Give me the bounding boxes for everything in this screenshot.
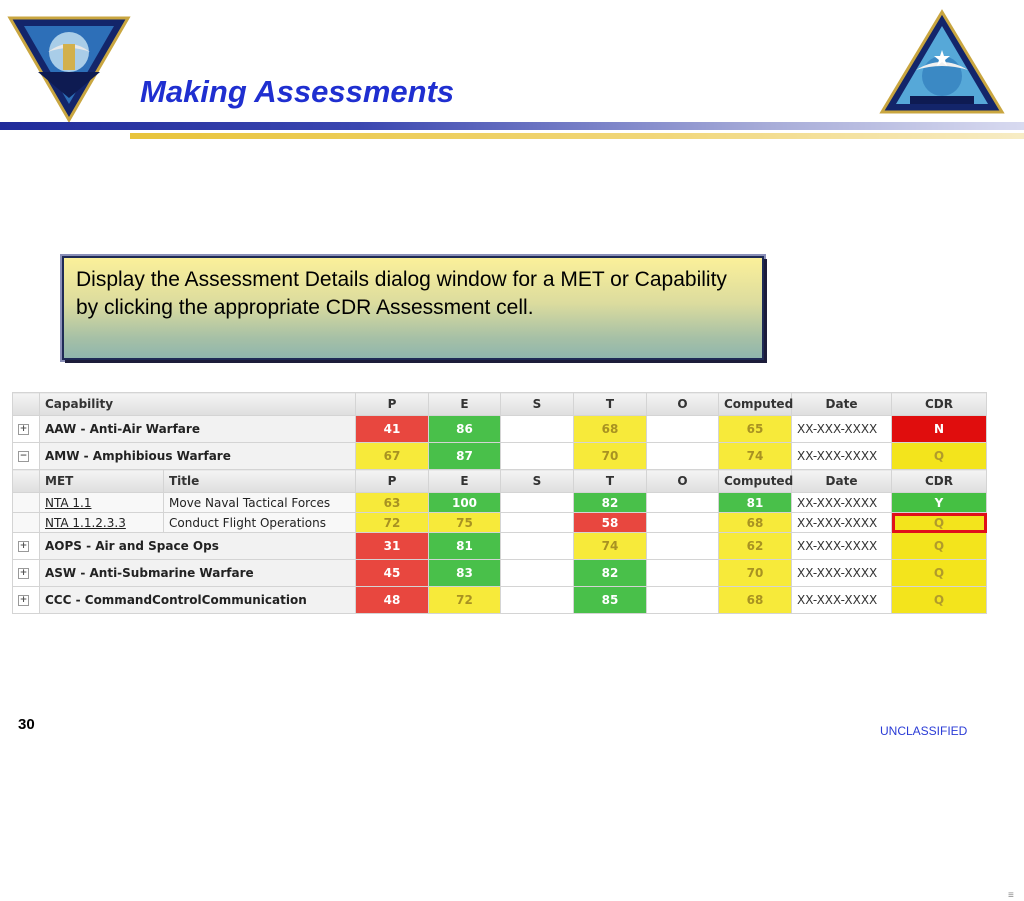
met-t-cell: 82 xyxy=(574,493,647,513)
slide-title: Making Assessments xyxy=(140,74,455,109)
met-p-cell: 63 xyxy=(356,493,429,513)
header-spacer xyxy=(13,393,40,416)
met-computed-cell: 68 xyxy=(719,513,792,533)
capability-cdr-cell[interactable]: N xyxy=(892,416,987,443)
capability-e-cell: 83 xyxy=(429,560,501,587)
indent-cell xyxy=(13,513,40,533)
capability-header-row xyxy=(13,393,987,416)
capability-name: AAW - Anti-Air Warfare xyxy=(40,416,356,443)
header-spacer xyxy=(13,470,40,493)
column-header-met[interactable]: MET xyxy=(40,470,164,493)
capability-date-cell: XX-XXX-XXXX xyxy=(792,416,892,443)
column-header-p[interactable]: P xyxy=(356,470,429,493)
met-header-row xyxy=(13,470,987,493)
capability-p-cell: 67 xyxy=(356,443,429,470)
assessment-table xyxy=(12,392,987,614)
capability-e-cell: 72 xyxy=(429,587,501,614)
capability-row[interactable] xyxy=(13,533,987,560)
capability-e-cell: 87 xyxy=(429,443,501,470)
title-rule-blue xyxy=(0,122,1024,130)
expand-icon[interactable]: + xyxy=(19,541,28,551)
met-t-cell: 58 xyxy=(574,513,647,533)
capability-computed-cell: 74 xyxy=(719,443,792,470)
toggle-cell[interactable] xyxy=(13,443,40,470)
column-menu-icon[interactable]: ≡ xyxy=(1008,890,1014,901)
capability-row[interactable] xyxy=(13,560,987,587)
column-header-o[interactable]: O xyxy=(647,393,719,416)
expand-icon[interactable]: + xyxy=(19,595,28,605)
capability-date-cell: XX-XXX-XXXX xyxy=(792,533,892,560)
column-header-computed[interactable]: Computed xyxy=(719,393,792,416)
capability-e-cell: 86 xyxy=(429,416,501,443)
column-header-s[interactable]: S xyxy=(501,470,574,493)
capability-t-cell: 82 xyxy=(574,560,647,587)
naval-air-force-pacific-emblem-icon xyxy=(880,10,1004,116)
instruction-callout xyxy=(62,256,764,360)
capability-s-cell xyxy=(501,560,574,587)
capability-p-cell: 45 xyxy=(356,560,429,587)
met-link[interactable]: NTA 1.1 xyxy=(45,495,92,510)
expand-icon[interactable]: + xyxy=(19,568,28,578)
column-header-computed[interactable]: Computed xyxy=(719,470,792,493)
met-title-cell: Conduct Flight Operations xyxy=(164,513,356,533)
toggle-cell[interactable] xyxy=(13,560,40,587)
capability-computed-cell: 68 xyxy=(719,587,792,614)
capability-o-cell xyxy=(647,560,719,587)
capability-p-cell: 48 xyxy=(356,587,429,614)
column-header-capability[interactable]: Capability xyxy=(40,393,356,416)
capability-s-cell xyxy=(501,443,574,470)
met-row[interactable] xyxy=(13,513,987,533)
met-computed-cell: 81 xyxy=(719,493,792,513)
column-header-s[interactable]: S xyxy=(501,393,574,416)
column-header-title[interactable]: Title xyxy=(164,470,356,493)
column-header-t[interactable]: T xyxy=(574,470,647,493)
capability-e-cell: 81 xyxy=(429,533,501,560)
met-id-cell xyxy=(40,493,164,513)
column-header-e[interactable]: E xyxy=(429,470,501,493)
callout-text: Display the Assessment Details dialog window for a MET or Capability by clicking the appropriate CDR Assessment cell. xyxy=(76,268,727,319)
indent-cell xyxy=(13,493,40,513)
met-title-cell: Move Naval Tactical Forces xyxy=(164,493,356,513)
capability-t-cell: 70 xyxy=(574,443,647,470)
capability-name: AMW - Amphibious Warfare xyxy=(40,443,356,470)
column-header-cdr[interactable]: CDR xyxy=(892,470,987,493)
column-header-p[interactable]: P xyxy=(356,393,429,416)
collapse-icon[interactable]: − xyxy=(19,451,28,461)
capability-t-cell: 85 xyxy=(574,587,647,614)
capability-t-cell: 68 xyxy=(574,416,647,443)
capability-computed-cell: 62 xyxy=(719,533,792,560)
column-header-e[interactable]: E xyxy=(429,393,501,416)
capability-p-cell: 31 xyxy=(356,533,429,560)
capability-s-cell xyxy=(501,533,574,560)
met-cdr-cell[interactable]: Q xyxy=(892,513,987,533)
column-header-t[interactable]: T xyxy=(574,393,647,416)
met-o-cell xyxy=(647,493,719,513)
met-date-cell: XX-XXX-XXXX xyxy=(792,493,892,513)
capability-cdr-cell[interactable]: Q xyxy=(892,443,987,470)
page-number: 30 xyxy=(18,716,35,733)
met-s-cell xyxy=(501,493,574,513)
capability-s-cell xyxy=(501,587,574,614)
capability-name: CCC - CommandControlCommunication xyxy=(40,587,356,614)
capability-o-cell xyxy=(647,443,719,470)
met-o-cell xyxy=(647,513,719,533)
expand-icon[interactable]: + xyxy=(19,424,28,434)
capability-p-cell: 41 xyxy=(356,416,429,443)
classification-label: UNCLASSIFIED xyxy=(880,724,968,738)
capability-date-cell: XX-XXX-XXXX xyxy=(792,560,892,587)
met-e-cell: 100 xyxy=(429,493,501,513)
toggle-cell[interactable] xyxy=(13,587,40,614)
capability-t-cell: 74 xyxy=(574,533,647,560)
column-header-date[interactable]: Date xyxy=(792,470,892,493)
capability-name: ASW - Anti-Submarine Warfare xyxy=(40,560,356,587)
naval-air-force-atlantic-emblem-icon xyxy=(8,14,130,124)
capability-o-cell xyxy=(647,416,719,443)
capability-computed-cell: 70 xyxy=(719,560,792,587)
met-row[interactable] xyxy=(13,493,987,513)
capability-s-cell xyxy=(501,416,574,443)
title-rule-yellow xyxy=(130,133,1024,139)
met-s-cell xyxy=(501,513,574,533)
capability-cdr-cell[interactable]: Q xyxy=(892,587,987,614)
column-header-o[interactable]: O xyxy=(647,470,719,493)
capability-row[interactable] xyxy=(13,587,987,614)
met-p-cell: 72 xyxy=(356,513,429,533)
met-link[interactable]: NTA 1.1.2.3.3 xyxy=(45,515,126,530)
capability-name: AOPS - Air and Space Ops xyxy=(40,533,356,560)
capability-cdr-cell[interactable]: Q xyxy=(892,560,987,587)
toggle-cell[interactable] xyxy=(13,533,40,560)
met-id-cell xyxy=(40,513,164,533)
column-header-date[interactable]: Date xyxy=(792,393,892,416)
capability-o-cell xyxy=(647,587,719,614)
capability-date-cell: XX-XXX-XXXX xyxy=(792,443,892,470)
capability-row[interactable] xyxy=(13,416,987,443)
met-cdr-cell[interactable]: Y xyxy=(892,493,987,513)
capability-computed-cell: 65 xyxy=(719,416,792,443)
met-date-cell: XX-XXX-XXXX xyxy=(792,513,892,533)
met-e-cell: 75 xyxy=(429,513,501,533)
column-header-cdr[interactable]: CDR xyxy=(892,393,987,416)
toggle-cell[interactable] xyxy=(13,416,40,443)
capability-row[interactable] xyxy=(13,443,987,470)
capability-o-cell xyxy=(647,533,719,560)
capability-date-cell: XX-XXX-XXXX xyxy=(792,587,892,614)
capability-cdr-cell[interactable]: Q xyxy=(892,533,987,560)
